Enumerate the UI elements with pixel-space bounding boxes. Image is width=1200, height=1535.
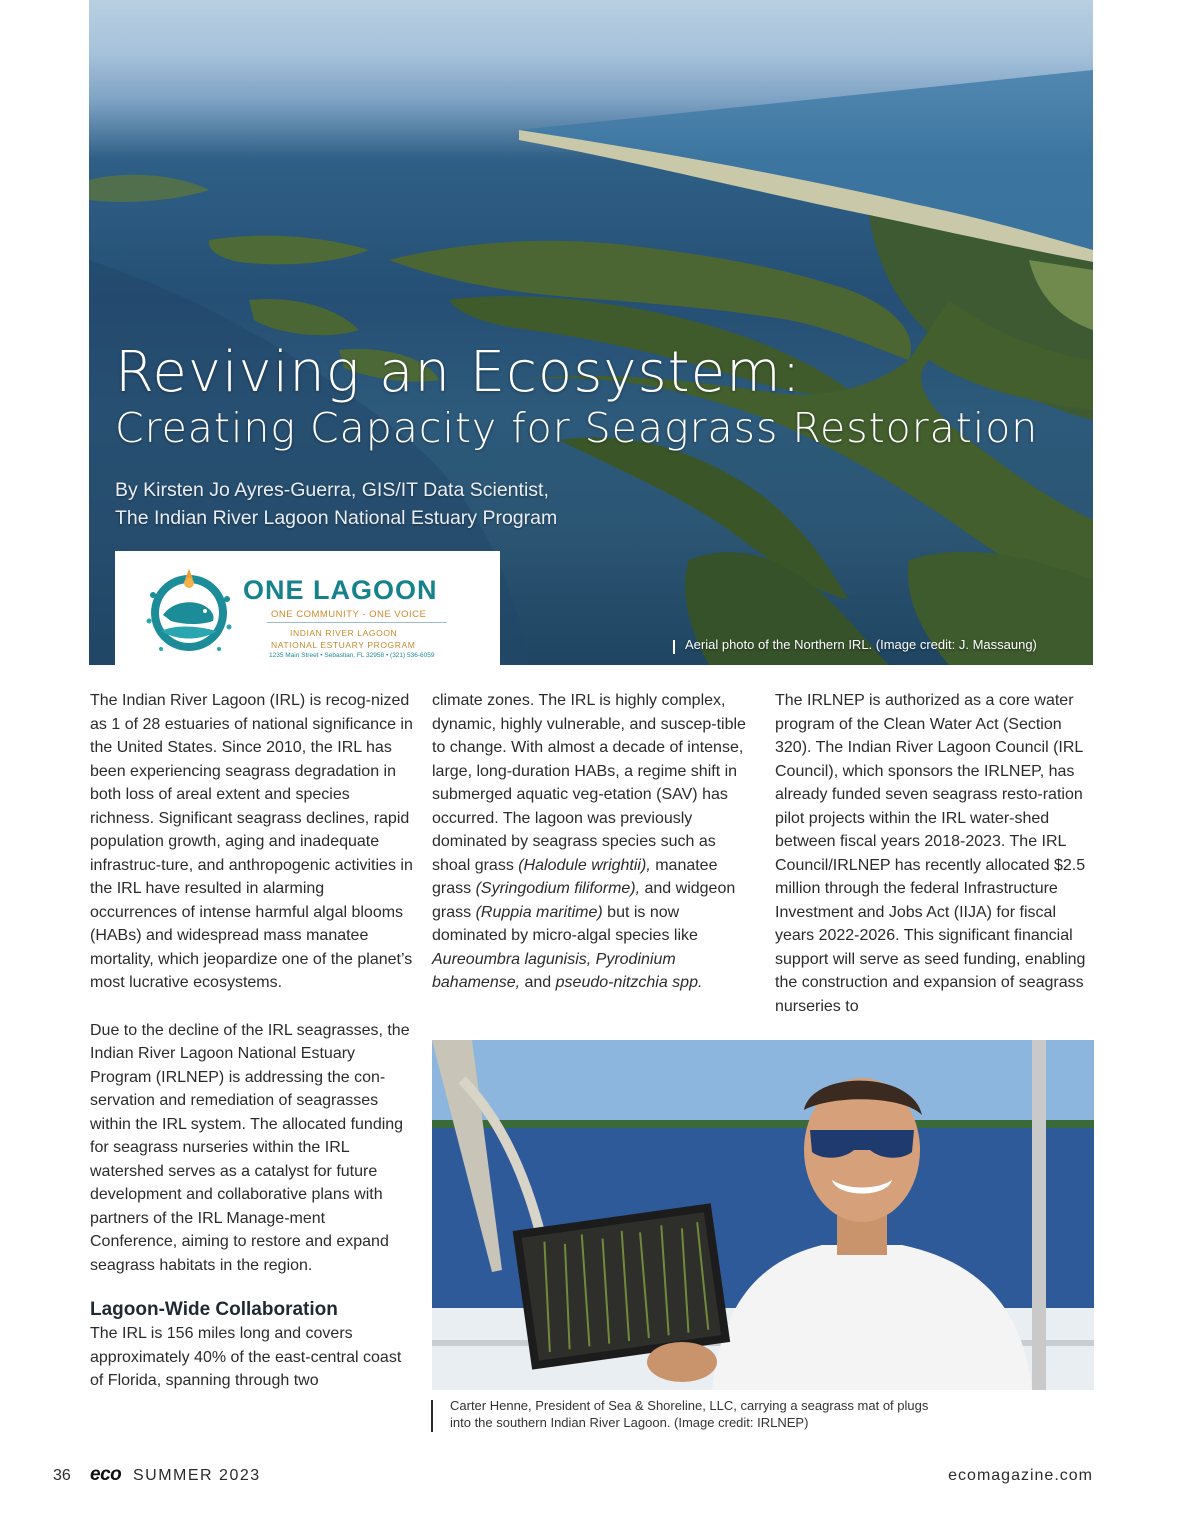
hero-caption-text: Aerial photo of the Northern IRL. (Image credit: J. Massaung) xyxy=(685,637,1037,652)
column-2 xyxy=(432,689,752,995)
caption-marker xyxy=(431,1400,433,1432)
logo-tagline: ONE COMMUNITY - ONE VOICE xyxy=(271,609,427,620)
article-title: Reviving an Ecosystem: xyxy=(115,340,802,405)
logo-divider xyxy=(267,622,447,623)
text-run: and xyxy=(520,974,556,991)
logo-org-line2: NATIONAL ESTUARY PROGRAM xyxy=(271,640,416,650)
man-holding-seagrass-tray-image xyxy=(432,1040,1094,1390)
logo-title: ONE LAGOON xyxy=(243,575,438,605)
species-name: (Syringodium filiforme), xyxy=(475,880,641,897)
logo-address: 1235 Main Street • Sebastian, FL 32958 • (321) 536-6059 xyxy=(269,652,435,659)
species-name: (Ruppia maritime) xyxy=(475,903,603,921)
column-3 xyxy=(775,689,1095,1018)
hero-photo-caption xyxy=(673,637,1037,652)
paragraph-spacer xyxy=(90,995,415,1019)
article-subtitle: Creating Capacity for Seagrass Restoration xyxy=(115,404,1039,452)
species-name: (Halodule wrightii), xyxy=(518,856,651,874)
body-paragraph-1: The Indian River Lagoon (IRL) is recog-nized as 1 of 28 estuaries of national significance in the United States. Since 2010, the IRL has been experiencing seagrass degradation in both loss of areal extent and species richness. Significant seagrass declines, rapid population growth, aging and inadequate infrastruc-ture, and anthropogenic activities in the IRL have resulted in alarming occurrences of intense harmful algal blooms (HABs) and widespread mass manatee mortality, which jeopardize one of the planet’s most lucrative ecosystems. xyxy=(90,692,413,991)
byline-organization: The Indian River Lagoon National Estuary Program xyxy=(115,507,558,529)
species-name: Aureoumbra lagunisis, Pyrodinium bahamense, xyxy=(432,950,676,991)
text-run: manatee grass xyxy=(432,856,718,897)
website-link[interactable]: ecomagazine.com xyxy=(948,1467,1093,1484)
hero-photo xyxy=(89,0,1093,665)
page-number: 36 xyxy=(53,1467,71,1484)
text-run: but is now dominated by micro-algal species like xyxy=(432,903,698,944)
text-run: climate zones. The IRL is highly complex, dynamic, highly vulnerable, and suscep-tible to change. With almost a decade of intense, large, long-duration HABs, a regime shift in submerged aquatic veg-etation (SAV) has occurred. The lagoon was previously dominated by seagrass species such as shoal grass xyxy=(432,692,746,874)
body-paragraph-5: The IRLNEP is authorized as a core water program of the Clean Water Act (Section 320). The Indian River Lagoon Council (IRL Council), which sponsors the IRLNEP, has already funded seven seagrass resto-ration pilot projects within the IRL water-shed between fiscal years 2018-2023. The IRL Council/IRLNEP has recently allocated $2.5 million through the federal Infrastructure Investment and Jobs Act (IIJA) for fiscal years 2022-2026. This significant financial support will serve as seed funding, enabling the construction and expansion of seagrass nurseries to xyxy=(775,692,1086,1015)
logo-org-line1: INDIAN RIVER LAGOON xyxy=(290,628,398,638)
magazine-logo: eco xyxy=(90,1464,122,1485)
body-paragraph-3: The IRL is 156 miles long and covers approximately 40% of the east-central coast of Florida, spanning through two xyxy=(90,1325,402,1389)
manatee-emblem-icon xyxy=(141,565,237,657)
body-paragraph-4 xyxy=(432,689,752,995)
byline xyxy=(115,476,557,532)
column-1 xyxy=(90,689,415,1393)
one-lagoon-logo xyxy=(115,551,500,665)
text-run: and widgeon grass xyxy=(432,880,736,921)
issue-label: SUMMER 2023 xyxy=(133,1467,261,1484)
body-paragraph-2: Due to the decline of the IRL seagrasses, the Indian River Lagoon National Estuary Program (IRLNEP) is addressing the con-servation and remediation of seagrasses within the IRL system. The allocated funding for seagrass nurseries within the IRL watershed serves as a catalyst for future development and collaborative plans with partners of the IRL Manage-ment Conference, aiming to restore and expand seagrass habitats in the region. xyxy=(90,1021,410,1274)
byline-author: By Kirsten Jo Ayres-Guerra, GIS/IT Data Scientist, xyxy=(115,479,549,501)
species-name: pseudo-nitzchia spp. xyxy=(555,974,703,991)
section-heading: Lagoon-Wide Collaboration xyxy=(90,1299,338,1320)
seagrass-photo-caption: Carter Henne, President of Sea & Shoreline, LLC, carrying a seagrass mat of plugs into the southern Indian River Lagoon. (Image credit: IRLNEP) xyxy=(450,1398,929,1430)
seagrass-photo xyxy=(432,1040,1094,1390)
